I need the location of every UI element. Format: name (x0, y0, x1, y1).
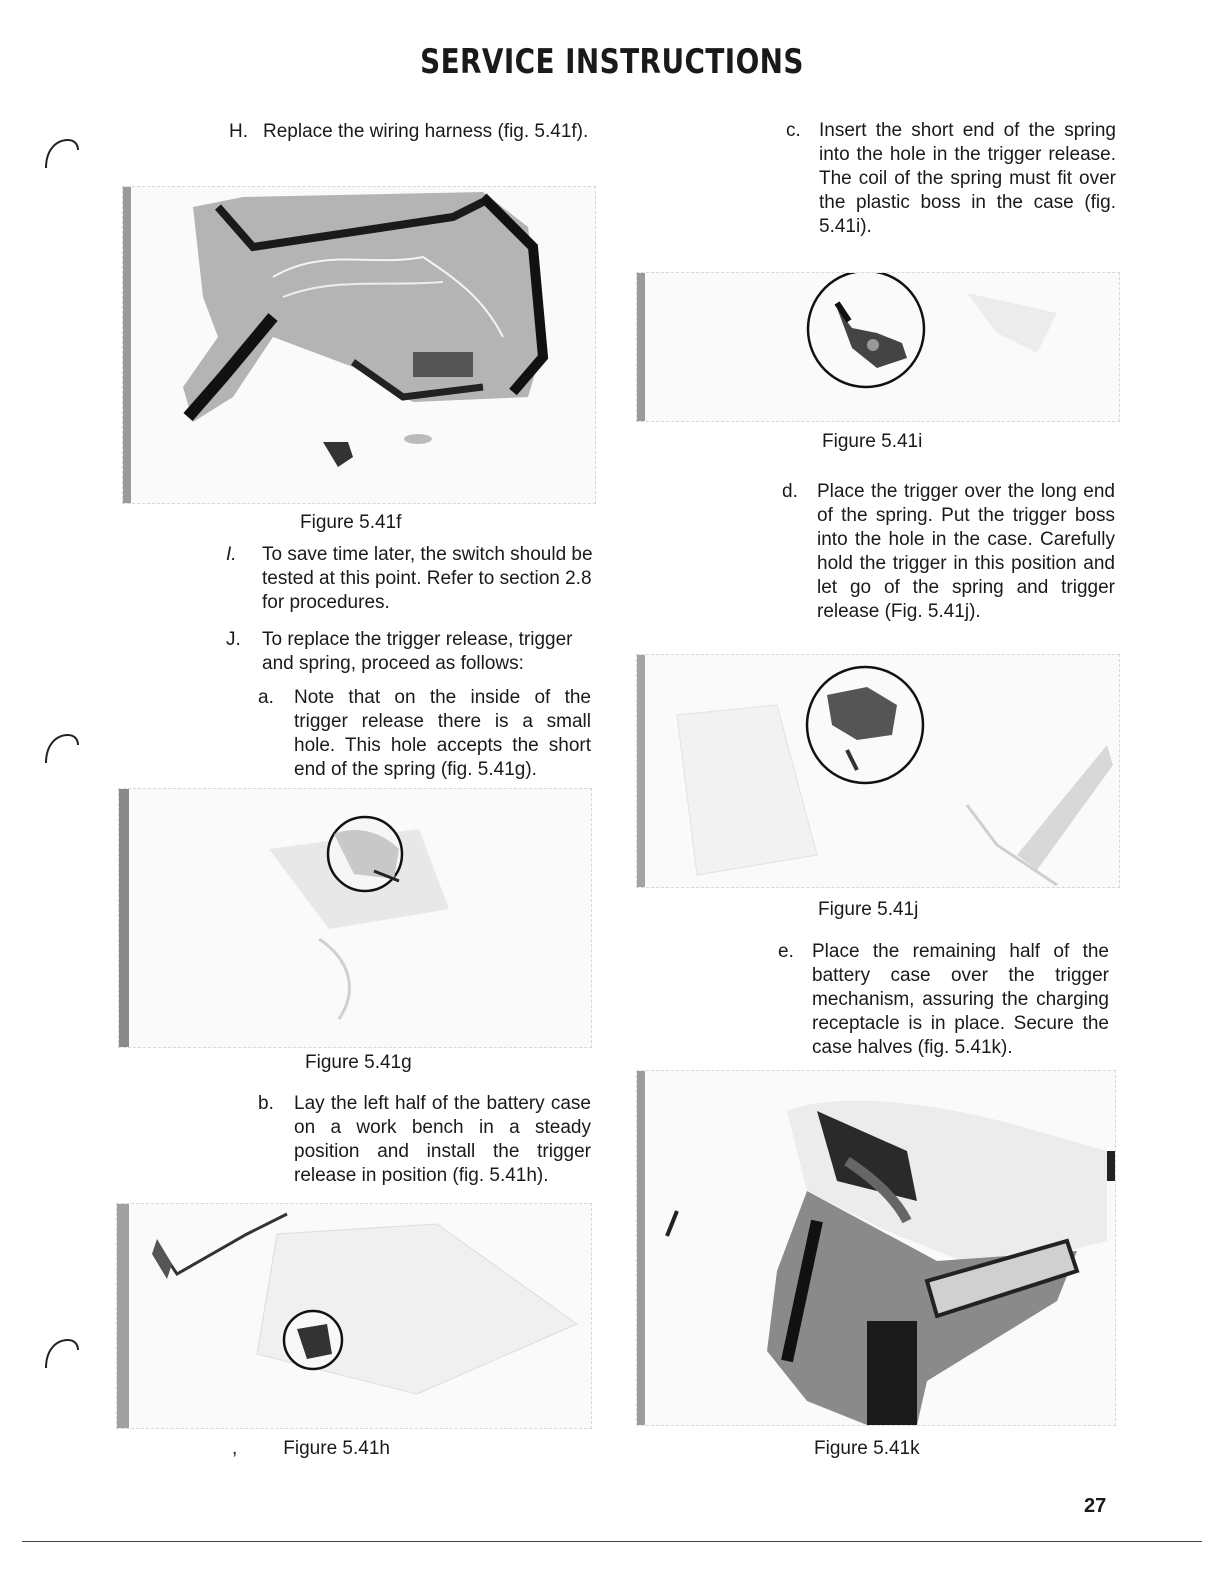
punch-hole-mark (40, 132, 80, 172)
figure-5-41f-caption: Figure 5.41f (300, 512, 402, 533)
step-b (258, 1092, 591, 1188)
figure-5-41i-photo (636, 272, 1120, 422)
step-j-text: To replace the trigger release, trigger and spring, proceed as follows: (262, 629, 573, 674)
punch-hole-mark (40, 1332, 80, 1372)
step-e (778, 940, 1109, 1060)
step-b-label: b. (258, 1093, 274, 1114)
figure-5-41i-caption: Figure 5.41i (822, 431, 923, 452)
figure-5-41k-photo (636, 1070, 1116, 1426)
figure-5-41k-caption: Figure 5.41k (814, 1438, 920, 1459)
step-i-label: I. (226, 544, 237, 565)
step-d-label: d. (782, 481, 798, 502)
figure-5-41h-caption: , Figure 5.41h (232, 1438, 390, 1459)
page-number: 27 (1084, 1495, 1107, 1517)
step-e-text: Place the remaining half of the battery case over the trigger mechanism, assuring the charging receptacle is in place. Secure the case halves (fig. 5.41k). (812, 941, 1109, 1058)
step-a-text: Note that on the inside of the trigger release there is a small hole. This hole accepts the short end of the spring (fig. 5.41g). (294, 687, 591, 780)
step-a (258, 686, 591, 782)
figure-5-41h-caption-text: Figure 5.41h (283, 1438, 390, 1459)
figure-5-41g-caption: Figure 5.41g (305, 1052, 412, 1073)
page-title: SERVICE INSTRUCTIONS (420, 42, 804, 82)
step-a-label: a. (258, 687, 274, 708)
step-h-label: H. (229, 121, 248, 142)
step-h-text: Replace the wiring harness (fig. 5.41f). (263, 121, 589, 142)
step-e-label: e. (778, 941, 794, 962)
figure-5-41g-photo (118, 788, 592, 1048)
figure-5-41j-caption: Figure 5.41j (818, 899, 919, 920)
step-i (226, 543, 593, 615)
step-c (786, 119, 1116, 239)
figure-5-41h-photo (116, 1203, 592, 1429)
step-d-text: Place the trigger over the long end of the spring. Put the trigger boss into the hole in the case. Carefully hold the trigger in this position and let go of the spring and trigger release (Fig. 5.41j). (817, 481, 1115, 622)
step-i-text: To save time later, the switch should be tested at this point. Refer to section 2.8 for procedures. (262, 544, 593, 613)
step-h (229, 120, 593, 144)
step-j (226, 628, 593, 676)
bottom-rule (22, 1541, 1202, 1542)
step-c-label: c. (786, 120, 801, 141)
figure-5-41j-photo (636, 654, 1120, 888)
step-c-text: Insert the short end of the spring into the hole in the trigger release. The coil of the spring must fit over the plastic boss in the case (fig. 5.41i). (819, 120, 1116, 237)
step-j-label: J. (226, 629, 241, 650)
punch-hole-mark (40, 727, 80, 767)
step-b-text: Lay the left half of the battery case on a work bench in a steady position and install the trigger release in position (fig. 5.41h). (294, 1093, 591, 1186)
figure-5-41f-photo (122, 186, 596, 504)
step-d (782, 480, 1115, 624)
